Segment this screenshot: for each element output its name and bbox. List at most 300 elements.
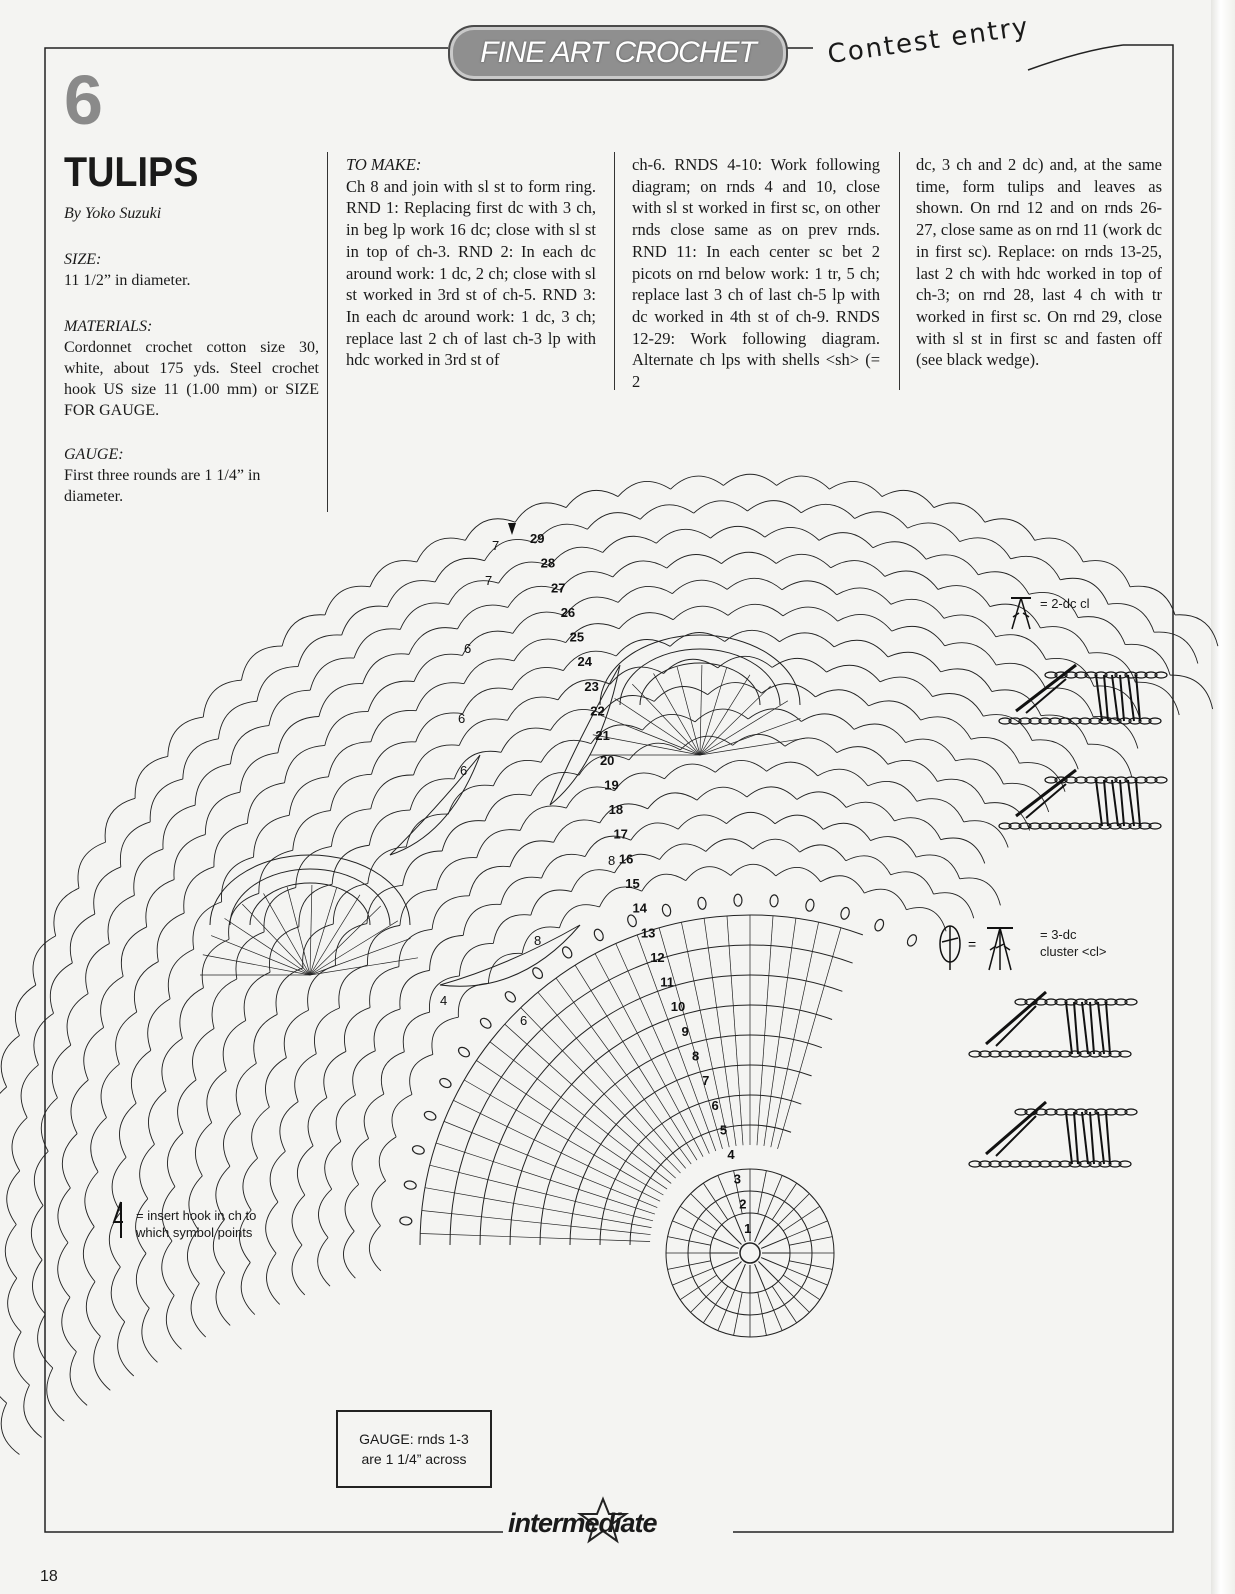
round-number-label: 23 <box>584 678 599 694</box>
mesh-loop <box>254 815 290 857</box>
mesh-loop <box>282 615 325 646</box>
mesh-loop <box>14 1332 30 1385</box>
mesh-loop <box>826 665 880 682</box>
mesh-loop <box>131 1050 150 1103</box>
contest-entry-tag: Contest entry <box>825 11 1032 71</box>
mesh-loop <box>403 851 442 885</box>
stitch-post <box>1074 1002 1078 1054</box>
mesh-loop <box>184 867 214 913</box>
stitch-post <box>1098 1002 1104 1054</box>
stitch-post <box>1106 1112 1110 1164</box>
picot <box>734 894 742 906</box>
instructions-column-2 <box>632 154 880 393</box>
mesh-loop <box>150 779 183 822</box>
stitch-post <box>1128 675 1134 721</box>
mesh-loop <box>289 777 328 816</box>
mesh-loop <box>183 739 219 779</box>
mesh-loop <box>885 571 938 589</box>
stitch-post <box>1074 1112 1078 1164</box>
mesh-loop <box>371 775 414 809</box>
mesh-loop <box>664 764 715 779</box>
three-dc-cluster-legend <box>1040 926 1106 960</box>
mesh-loop <box>339 965 368 1008</box>
mesh-loop <box>162 1038 183 1090</box>
mesh-loop <box>463 904 500 935</box>
mesh-loop <box>869 701 921 720</box>
mesh-loop <box>157 913 184 962</box>
mesh-loop <box>531 772 579 795</box>
page-number: 18 <box>40 1568 58 1585</box>
mesh-loop <box>602 696 655 714</box>
tulip-round-label: 6 <box>520 1013 528 1028</box>
picot <box>438 1077 452 1090</box>
mesh-loop <box>368 847 406 884</box>
pattern-title: TULIPS <box>64 148 199 195</box>
mesh-loop <box>416 711 466 742</box>
picot <box>626 914 638 928</box>
mesh-loop <box>613 561 667 577</box>
mesh-loop <box>254 1014 277 1063</box>
round-number-label: 22 <box>590 703 605 719</box>
mesh-loop <box>706 839 753 852</box>
mesh-loop <box>353 1051 376 1095</box>
mesh-loop <box>399 929 432 966</box>
materials-section <box>64 316 319 421</box>
instructions-column-3 <box>916 154 1162 371</box>
mesh-loop <box>531 890 572 915</box>
mesh-loop <box>508 697 558 720</box>
mesh-loop <box>767 762 818 776</box>
picot <box>531 966 545 980</box>
mesh-loop <box>765 527 819 540</box>
mesh-loop <box>731 864 776 876</box>
picot <box>770 895 779 908</box>
gauge-box <box>336 1410 492 1488</box>
mesh-loop <box>371 710 416 741</box>
mesh-loop <box>762 684 816 697</box>
tulip-round-label: 8 <box>608 853 616 868</box>
mesh-loop <box>146 880 174 927</box>
mesh-loop <box>5 1225 16 1279</box>
mesh-loop <box>203 680 241 717</box>
mesh-loop <box>477 830 520 858</box>
mesh-loop <box>753 839 800 852</box>
mesh-loop <box>854 724 906 743</box>
instructions-text-3: dc, 3 ch and 2 dc) and, at the same time, form tulips and leaves as shown. On rnd 12 and on rnds 26-27, close same as on rnd 11 (work dc in first sc). Replace: on rnds 13-25, last 2 ch with hdc worked in top of ch-3; on rnd 28, last 4 ch with tr worked in first sc. On rnd 29, close with sl st in first sc and fasten off (see black wedge). <box>916 155 1162 370</box>
stitch-post <box>1136 780 1140 826</box>
mesh-loop <box>70 914 95 963</box>
mesh-loop <box>15 985 35 1035</box>
mesh-loop <box>673 606 728 620</box>
mesh-loop <box>363 654 409 684</box>
mesh-loop <box>406 814 448 847</box>
mesh-loop <box>214 823 248 867</box>
mesh-loop <box>403 1012 429 1052</box>
mesh-loop <box>414 745 460 775</box>
mesh-loop <box>550 547 603 566</box>
picot <box>873 918 885 932</box>
gauge-box-line2: are 1 1/4” across <box>361 1451 467 1467</box>
mesh-loop <box>314 1008 339 1054</box>
tulip-left-arc <box>250 883 370 925</box>
mesh-loop <box>797 792 846 808</box>
picot <box>906 933 919 947</box>
mesh-loop <box>846 802 894 821</box>
mesh-loop <box>721 552 776 563</box>
stitch-post <box>1136 675 1140 721</box>
mesh-loop <box>800 845 846 861</box>
mesh-loop <box>772 658 826 672</box>
mesh-loop <box>295 1054 317 1102</box>
stitch-post <box>1104 780 1108 826</box>
mesh-loop <box>686 867 731 881</box>
mesh-loop <box>180 988 204 1039</box>
tulip-top-stitch <box>601 716 700 755</box>
picot <box>479 1016 493 1030</box>
mesh-loop <box>656 529 710 543</box>
tulip-left-arc <box>210 855 410 925</box>
mesh-loop <box>727 578 782 589</box>
mesh-loop <box>541 740 591 762</box>
mesh-loop <box>336 1095 355 1141</box>
mesh-loop <box>325 712 368 746</box>
mesh-loop <box>105 798 135 842</box>
insert-hook-legend-line1: = insert hook in ch to <box>136 1208 257 1223</box>
tulip-left-stitch <box>264 893 310 975</box>
mesh-loop <box>571 870 614 892</box>
mesh-loop <box>119 1103 136 1157</box>
mesh-loop <box>303 924 334 968</box>
instructions-text-1: Ch 8 and join with sl st to form ring. RND 1: Replacing first dc with 3 ch, in beg lp work 16 dc; close with sl st in top of ch-3. RND 2: In each dc around work: 1 dc, 2 ch; close with sl st worked in 3rd st of ch-5. RND 3: In each dc around work: 1 dc, 3 ch; replace last 2 ch of last ch-3 lp with hdc worked in 3rd st of <box>346 176 596 370</box>
mesh-loop <box>202 939 229 987</box>
mesh-loop <box>873 542 926 559</box>
round-number-label: 28 <box>540 555 556 571</box>
three-dc-cluster-icon <box>935 924 1025 972</box>
mesh-loop <box>372 742 416 774</box>
round-number-label: 21 <box>595 728 610 744</box>
mesh-loop <box>432 896 469 929</box>
three-dc-cluster-step1-illustration <box>966 992 1136 1072</box>
mesh-loop <box>815 690 868 706</box>
mesh-loop <box>319 684 363 717</box>
mesh-loop <box>660 844 706 860</box>
tulip-top-stitch <box>700 665 702 755</box>
mesh-loop <box>783 607 838 621</box>
fan-stitch <box>637 935 719 1151</box>
mesh-loop <box>414 654 462 681</box>
mesh-loop <box>218 701 256 739</box>
mesh-loop <box>748 709 801 722</box>
mesh-loop <box>818 769 868 786</box>
fan-stitch <box>704 918 736 1146</box>
tulip-top-arc <box>600 635 800 705</box>
mesh-loop <box>514 639 566 661</box>
tulip-top-arc <box>640 663 760 705</box>
mesh-loop <box>430 935 464 970</box>
picot <box>423 1110 437 1122</box>
mesh-loop <box>725 630 780 641</box>
mesh-loop <box>285 745 325 782</box>
mesh-loop <box>801 504 854 518</box>
insert-hook-arrow-icon <box>113 1200 129 1240</box>
mesh-loop <box>697 787 747 800</box>
picot <box>593 928 605 942</box>
mesh-loop <box>542 854 586 878</box>
mesh-loop <box>101 976 124 1027</box>
round-number-label: 3 <box>733 1171 741 1187</box>
round-number-label: 6 <box>711 1097 719 1113</box>
stitch-post <box>1082 1002 1088 1054</box>
mesh-loop <box>244 972 270 1020</box>
gauge-text: First three rounds are 1 1/4” in diameter. <box>64 467 261 505</box>
picot <box>503 990 517 1004</box>
stitch-post <box>1098 1112 1104 1164</box>
round-number-label: 9 <box>681 1023 689 1039</box>
mesh-loop <box>631 823 678 840</box>
mesh-loop <box>134 962 158 1012</box>
mesh-loop <box>0 1087 7 1139</box>
mesh-loop <box>71 1080 88 1134</box>
mesh-loop <box>400 970 430 1009</box>
mesh-loop <box>108 895 134 943</box>
mesh-loop <box>513 612 565 633</box>
mesh-loop <box>67 994 88 1046</box>
mesh-loop <box>559 905 599 928</box>
mesh-loop <box>21 1065 38 1118</box>
picot <box>840 906 851 920</box>
mesh-loop <box>207 1071 226 1123</box>
gauge-heading: GAUGE: <box>64 446 124 463</box>
mesh-loop <box>846 856 891 875</box>
picot <box>805 899 815 912</box>
mesh-loop <box>416 683 464 711</box>
tulip-round-label: 6 <box>464 641 472 656</box>
mesh-loop <box>458 983 488 1017</box>
two-dc-cluster-step1-illustration <box>996 665 1166 735</box>
mesh-loop <box>664 659 718 673</box>
mesh-loop <box>116 1012 137 1064</box>
mesh-loop <box>515 503 566 522</box>
mesh-loop <box>715 760 766 772</box>
mesh-loop <box>330 774 371 810</box>
mesh-loop <box>370 967 399 1008</box>
mesh-loop <box>464 659 514 684</box>
stitch-post <box>1096 780 1102 826</box>
mesh-loop <box>837 588 891 604</box>
mesh-loop <box>510 841 554 867</box>
picot <box>661 903 672 917</box>
mesh-loop <box>101 1064 119 1117</box>
mesh-loop <box>459 719 507 746</box>
mesh-loop <box>894 818 940 840</box>
mesh-loop <box>195 764 230 805</box>
mesh-loop <box>672 580 727 593</box>
mesh-loop <box>299 884 332 926</box>
picot <box>561 945 574 959</box>
mesh-loop <box>501 728 550 752</box>
stitch-post <box>1120 780 1124 826</box>
mesh-loop <box>780 633 835 647</box>
column-divider <box>614 152 615 390</box>
mesh-loop <box>31 1205 43 1259</box>
mesh-loop <box>560 572 613 591</box>
gauge-section <box>64 444 319 507</box>
round-number-label: 25 <box>569 629 585 645</box>
mesh-loop <box>708 683 762 695</box>
mesh-loop <box>252 1107 270 1158</box>
picot <box>411 1144 425 1155</box>
mesh-loop <box>864 889 906 909</box>
tulip-round-label: 8 <box>534 933 542 948</box>
stitch-post <box>1112 780 1118 826</box>
mesh-loop <box>463 688 512 714</box>
mesh-loop <box>223 1114 240 1166</box>
mesh-loop <box>838 614 892 631</box>
mesh-loop <box>247 783 284 824</box>
tulip-round-label: 7 <box>485 573 493 588</box>
mesh-loop <box>221 857 253 902</box>
mesh-loop <box>726 812 775 823</box>
mesh-loop <box>387 581 435 607</box>
three-dc-cluster-step2-illustration <box>966 1102 1136 1182</box>
mesh-loop <box>891 599 944 618</box>
mesh-loop <box>86 944 110 994</box>
column-divider <box>327 152 328 512</box>
fan-stitch <box>505 1024 676 1178</box>
mesh-loop <box>432 1017 459 1054</box>
mesh-loop <box>236 932 264 979</box>
mesh-loop <box>381 1052 404 1094</box>
round-number-label: 16 <box>618 851 634 867</box>
mesh-loop <box>888 760 937 781</box>
fan-stitch <box>764 918 796 1146</box>
mesh-loop <box>615 773 665 791</box>
round-number-label: 15 <box>625 876 640 891</box>
mesh-loop <box>435 558 484 582</box>
page-binding-edge <box>1211 0 1235 1594</box>
yarn-strand <box>996 1116 1036 1156</box>
mesh-loop <box>888 652 941 672</box>
mesh-loop <box>459 943 493 976</box>
round-number-label: 10 <box>670 999 686 1015</box>
mesh-loop <box>331 809 370 847</box>
mesh-loop <box>801 714 854 729</box>
mesh-loop <box>354 629 400 658</box>
mesh-loop <box>891 872 934 894</box>
section-banner <box>448 25 788 81</box>
size-heading: SIZE: <box>64 251 102 268</box>
mesh-loop <box>78 842 106 888</box>
fan-stitch <box>595 954 703 1157</box>
mesh-loop <box>236 1063 256 1114</box>
pattern-byline: By Yoko Suzuki <box>64 205 162 222</box>
mesh-loop <box>880 677 932 697</box>
mesh-loop <box>293 811 331 851</box>
mesh-loop <box>369 810 410 845</box>
mesh-loop <box>257 667 298 702</box>
mesh-loop <box>640 505 693 519</box>
mesh-loop <box>168 717 203 756</box>
column-divider <box>899 152 900 390</box>
picot <box>457 1045 471 1058</box>
mesh-loop <box>855 512 908 528</box>
round-number-label: 13 <box>640 925 656 941</box>
round-number-label: 24 <box>577 654 592 670</box>
mesh-loop <box>410 1054 433 1094</box>
mesh-loop <box>648 793 697 809</box>
mesh-loop <box>775 815 823 829</box>
mesh-loop <box>84 1027 104 1080</box>
fan-stitch <box>771 922 819 1147</box>
mesh-loop <box>400 603 448 629</box>
mesh-loop <box>823 823 870 840</box>
mesh-loop <box>148 1091 166 1145</box>
mesh-loop <box>831 561 885 577</box>
mesh-loop <box>121 927 146 976</box>
mesh-loop <box>195 1123 211 1176</box>
mesh-loop <box>178 1080 197 1133</box>
mesh-loop <box>834 640 888 657</box>
tulip-left-stitch <box>211 936 310 975</box>
crochet-hook <box>1016 665 1076 711</box>
tulip-round-label: 6 <box>460 763 468 778</box>
mesh-loop <box>284 1010 308 1057</box>
mesh-loop <box>642 874 686 891</box>
stitch-post <box>1090 1002 1094 1054</box>
stitch-post <box>1082 1112 1088 1164</box>
mesh-loop <box>710 526 764 538</box>
round-number-label: 17 <box>613 826 628 842</box>
mesh-loop <box>603 536 657 552</box>
mesh-loop <box>0 1351 7 1403</box>
mesh-loop <box>448 785 493 814</box>
tulip-round-label: 6 <box>458 711 466 726</box>
mesh-loop <box>618 586 672 602</box>
mesh-loop <box>296 846 332 887</box>
mesh-loop <box>7 1171 20 1225</box>
mesh-loop <box>374 1009 400 1051</box>
mesh-loop <box>367 925 400 965</box>
gauge-box-line1: GAUGE: rnds 1-3 <box>359 1431 469 1447</box>
mesh-loop <box>782 581 837 595</box>
mesh-loop <box>1 1036 19 1087</box>
stitch-post <box>1104 675 1108 721</box>
materials-heading: MATERIALS: <box>64 318 153 335</box>
materials-text: Cordonnet crochet cotton size 30, white, about 175 yds. Steel crochet hook US size 11 (1.00 mm) or SIZE FOR GAUGE. <box>64 339 319 419</box>
tulip-round-label: 4 <box>440 993 448 1008</box>
mesh-loop <box>1 1403 19 1454</box>
mesh-loop <box>776 867 821 881</box>
mesh-loop <box>871 837 917 858</box>
mesh-loop <box>821 876 865 893</box>
mesh-loop <box>485 794 531 821</box>
mesh-loop <box>265 1058 286 1107</box>
mesh-loop <box>308 1098 327 1146</box>
round-number-label: 26 <box>560 604 576 620</box>
mesh-loop <box>465 519 515 541</box>
leaf-shape <box>440 925 580 986</box>
mesh-loop <box>442 821 485 851</box>
round-number-label: 29 <box>530 531 545 546</box>
mesh-loop <box>892 626 945 645</box>
mesh-loop <box>417 538 465 562</box>
round-number-label: 27 <box>550 580 566 596</box>
mesh-loop <box>231 726 269 764</box>
round-number-label: 7 <box>702 1073 710 1089</box>
mesh-loop <box>269 927 298 973</box>
mesh-loop <box>392 1095 412 1137</box>
mesh-loop <box>328 742 370 777</box>
